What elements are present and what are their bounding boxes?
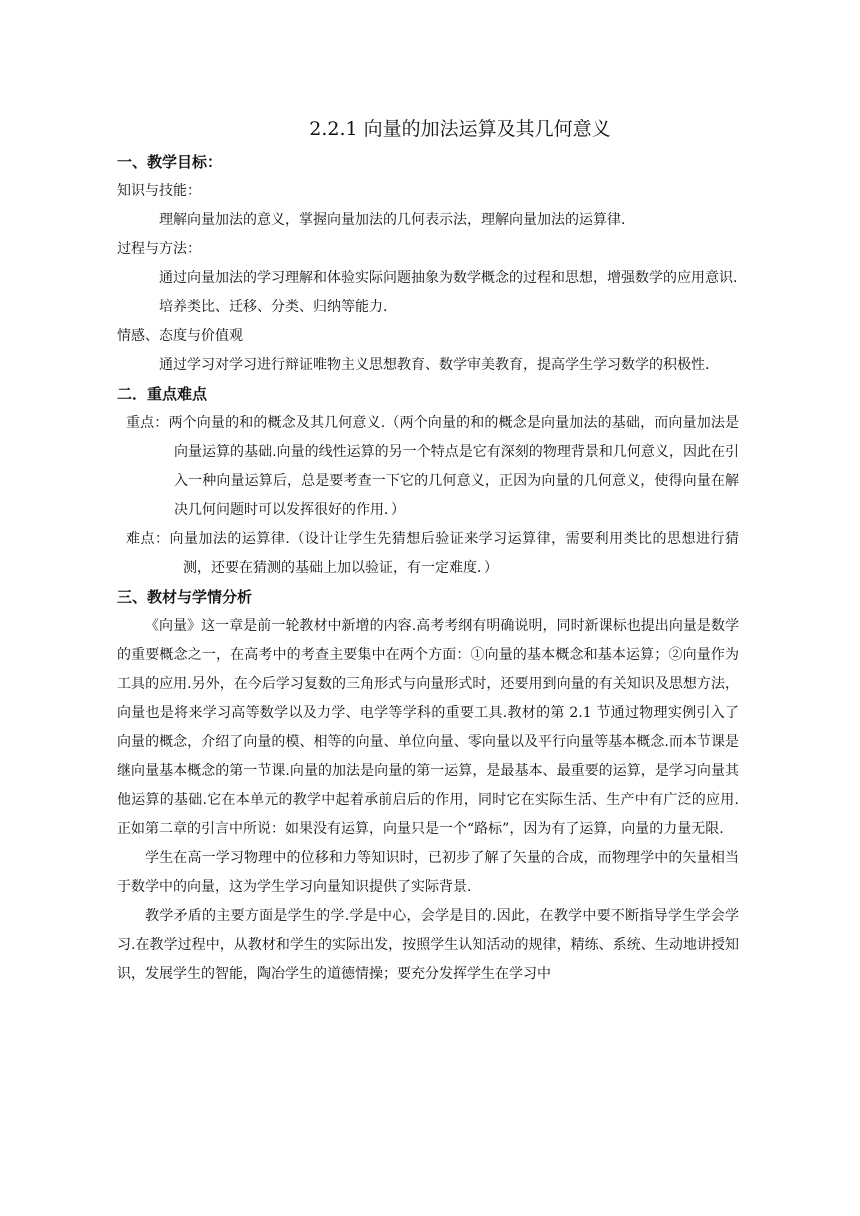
section-heading-analysis: 三、教材与学情分析 <box>117 588 253 606</box>
paragraph-analysis-1: 《向量》这一章是前一轮教材中新增的内容.高考考纲有明确说明，同时新课标也提出向量是数学的重要概念之一，在高考中的考查主要集中在两个方面：①向量的基本概念和基本运算；②向量作为工具的应用.另外，在今后学习复数的三角形式与向量形式时，还要用到向量的有关知识及思想方法，向量也是将来学习高等数学以及力学、电学等学科的重要工具.教材的第 2.1 节通过物理实例引入了向量的概念，介绍了向量的模、相等的向量、单位向量、零向量以及平行向量等基本概念.而本节课是继向量基本概念的第一节课.向量的加法是向量的第一运算，是最基本、最重要的运算，是学习向量其他运算的基础.它在本单元的教学中起着承前启后的作用，同时它在实际生活、生产中有广泛的应用.正如第二章的引言中所说：如果没有运算，向量只是一个“路标”，因为有了运算，向量的力量无限. <box>117 618 739 837</box>
document-body <box>117 148 739 989</box>
paragraph-analysis-2: 学生在高一学习物理中的位移和力等知识时，已初步了解了矢量的合成，而物理学中的矢量相当于数学中的向量，这为学生学习向量知识提供了实际背景. <box>117 850 739 895</box>
paragraph-key-point: 重点：两个向量的和的概念及其几何意义.（两个向量的和的概念是向量加法的基础，而向量加法是向量运算的基础.向量的线性运算的另一个特点是它有深刻的物理背景和几何意义，因此在引入一种向量运算后，总是要考查一下它的几何意义，正因为向量的几何意义，使得向量在解决几何问题时可以发挥很好的作用．） <box>126 415 739 518</box>
document-title: 2.2.1 向量的加法运算及其几何意义 <box>309 118 611 140</box>
section-heading-objectives: 一、教学目标： <box>117 153 223 171</box>
label-emotion-attitude: 情感、态度与价值观 <box>117 328 243 344</box>
paragraph-abilities: 培养类比、迁移、分类、归纳等能力. <box>159 299 388 315</box>
label-process-method: 过程与方法： <box>117 241 201 257</box>
label-knowledge-skills: 知识与技能： <box>117 183 201 199</box>
section-heading-key-points: 二．重点难点 <box>117 385 208 403</box>
paragraph-analysis-3: 教学矛盾的主要方面是学生的学.学是中心，会学是目的.因此，在教学中要不断指导学生学会学习.在教学过程中，从教材和学生的实际出发，按照学生认知活动的规律，精练、系统、生动地讲授知识，发展学生的智能，陶冶学生的道德情操；要充分发挥学生在学习中 <box>117 908 739 982</box>
paragraph-difficult-point: 难点：向量加法的运算律.（设计让学生先猜想后验证来学习运算律，需要利用类比的思想进行猜测，还要在猜测的基础上加以验证，有一定难度．） <box>126 531 739 576</box>
paragraph-emotion-attitude: 通过学习对学习进行辩证唯物主义思想教育、数学审美教育，提高学生学习数学的积极性. <box>159 357 710 373</box>
paragraph-knowledge-skills: 理解向量加法的意义，掌握向量加法的几何表示法，理解向量加法的运算律. <box>159 212 626 228</box>
paragraph-process-method: 通过向量加法的学习理解和体验实际问题抽象为数学概念的过程和思想，增强数学的应用意识. <box>159 270 738 286</box>
